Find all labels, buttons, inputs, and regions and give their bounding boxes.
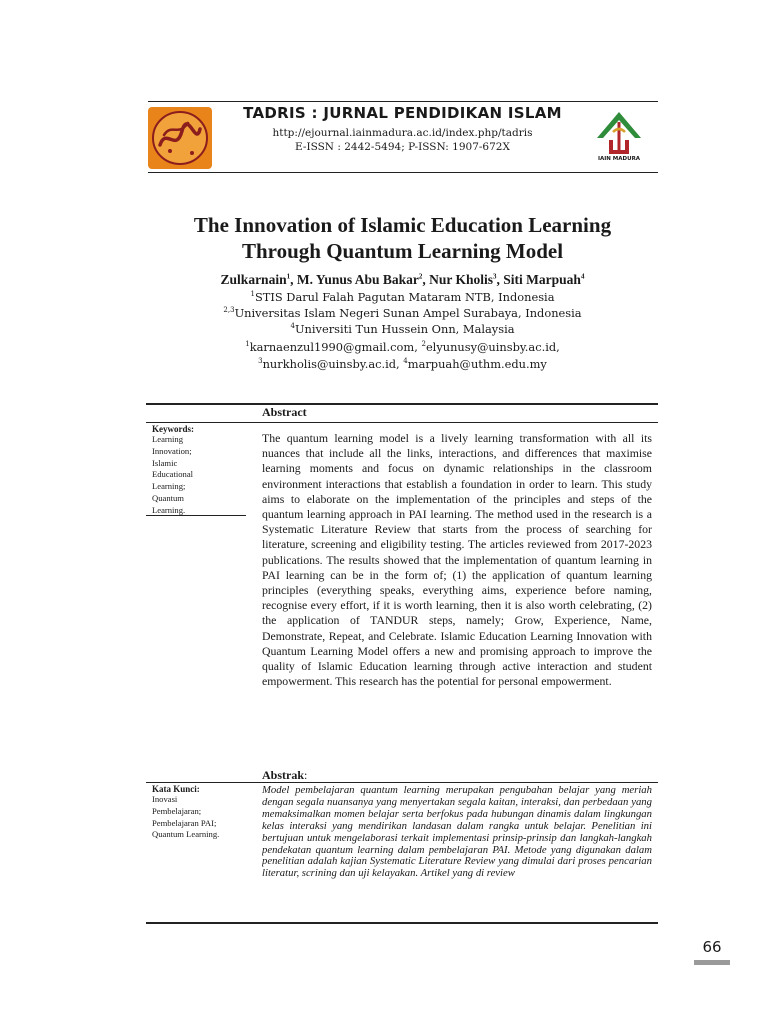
title-line-2: Through Quantum Learning Model <box>241 239 564 263</box>
affiliation-1: $^1$STIS Darul Falah Pagutan Mataram NTB, Indonesia <box>250 290 555 304</box>
page-number-bar <box>694 960 730 965</box>
keyword-line: Innovation; <box>152 445 192 456</box>
kata-kunci-line: Inovasi <box>152 794 178 804</box>
abstrak-heading: Abstrak: <box>262 768 308 782</box>
article-title <box>120 212 685 264</box>
kata-kunci-block <box>152 784 252 841</box>
keyword-line: Educational <box>152 469 194 480</box>
author: M. Yunus Abu Bakar$^2$, <box>296 272 430 287</box>
abstrak-rule-top <box>146 782 658 783</box>
keyword-line: Islamic <box>152 457 178 468</box>
affiliation-3: $^4$Universiti Tun Hussein Onn, Malaysia <box>290 322 515 336</box>
keywords-heading: Keywords: <box>152 424 194 434</box>
keywords-list <box>152 434 244 517</box>
abstrak-body: Model pembelajaran quantum learning merupakan pengubahan belajar yang meriah dengan segala nuansanya yang menyertakan segala kaitan, interaksi, dan perbedaan yang memaksimalkan momen belajar serta berfokus pada hubungan dinamis dalam lingkungan kelas interaksi yang mendirikan landasan dalam rangka untuk belajar. Penelitian ini bertujuan untuk mengelaborasi terkait implementasi prinsip-prinsip dan langkah-langkah pendekatan quantum learning dalam pembelajaran PAI. Metode yang digunakan dalam penelitian adalah kajian Systematic Literature Review yang dimulai dari proses pencarian literatur, scrining dan uji kelayakan. Artikel yang di review <box>262 785 652 880</box>
email-link[interactable]: karnaenzul1990@gmail.com, <box>249 340 422 354</box>
title-line-1: The Innovation of Islamic Education Learning <box>193 213 612 237</box>
email-link[interactable]: nurkholis@uinsby.ac.id, <box>262 357 404 371</box>
email-link[interactable]: marpuah@uthm.edu.my <box>407 357 547 371</box>
author: Nur Kholis$^3$, <box>429 272 504 287</box>
email-line-2: $^3$nurkholis@uinsby.ac.id, $^4$marpuah@uthm.edu.my <box>258 357 547 371</box>
keyword-line: Learning; <box>152 481 186 492</box>
kata-kunci-line: Pembelajaran; <box>152 805 202 816</box>
keywords-block <box>152 424 244 517</box>
kata-kunci-line: Quantum Learning. <box>152 829 220 840</box>
abstrak-rule-bottom <box>146 922 658 924</box>
journal-url[interactable]: http://ejournal.iainmadura.ac.id/index.php/tadris <box>272 127 533 139</box>
affiliation-2: $^{2,3}$Universitas Islam Negeri Sunan Ampel Surabaya, Indonesia <box>223 306 582 320</box>
abstract-rule-top <box>146 403 658 405</box>
institution-logo-text: IAIN MADURA <box>597 156 641 162</box>
abstract-heading: Abstract <box>262 405 307 419</box>
header-rule-bottom <box>148 172 658 173</box>
author: Siti Marpuah$^4$ <box>503 272 585 287</box>
keyword-line: Learning <box>152 434 184 444</box>
author: Zulkarnain$^1$, <box>220 272 297 287</box>
journal-issn: E-ISSN : 2442-5494; P-ISSN: 1907-672X <box>295 141 510 153</box>
author-list <box>120 272 685 288</box>
header-rule-top <box>148 101 658 102</box>
page-number: 66 <box>702 938 722 956</box>
keyword-line: Learning. <box>152 504 186 515</box>
kata-kunci-heading: Kata Kunci: <box>152 784 200 794</box>
kata-kunci-list <box>152 794 252 841</box>
email-line-1: $^1$karnaenzul1990@gmail.com, $^2$elyunusy@uinsby.ac.id, <box>245 340 560 354</box>
abstract-rule-mid <box>146 422 658 423</box>
kata-kunci-line: Pembelajaran PAI; <box>152 817 217 828</box>
abstract-body: The quantum learning model is a lively learning transformation with all its nuances that include all the links, interactions, and differences that maximise learning moments and focus on dynamic relationships in the classroom environment interactions that establish a foundation in order to learn. This study aims to elaborate on the implementation of the principles and steps of the quantum learning approach in PAI learning. The method used in the research is a Systematic Literature Review that starts from the process of searching for literature, screening and eligibility testing. The articles reviewed from 2017-2023 publications. The results showed that the implementation of quantum learning in PAI learning can be in the form of; (1) the application of quantum learning principles (everything speaks, everything aims, experience before naming, recognise every effort, if it is worth learning, then it is also worth celebrating, (2) the application of TANDUR steps, namely; Grow, Experience, Name, Demonstrate, Repeat, and Celebrate. Islamic Education Learning Innovation with Quantum Learning Model offers a new and promising approach to improve the quality of Islamic Education learning through active interaction and student empowerment. This research has the potential for personal empowerment. <box>262 431 652 689</box>
keyword-line: Quantum <box>152 492 184 503</box>
journal-name: TADRIS : JURNAL PENDIDIKAN ISLAM <box>243 104 562 122</box>
email-link[interactable]: elyunusy@uinsby.ac.id, <box>425 340 560 354</box>
